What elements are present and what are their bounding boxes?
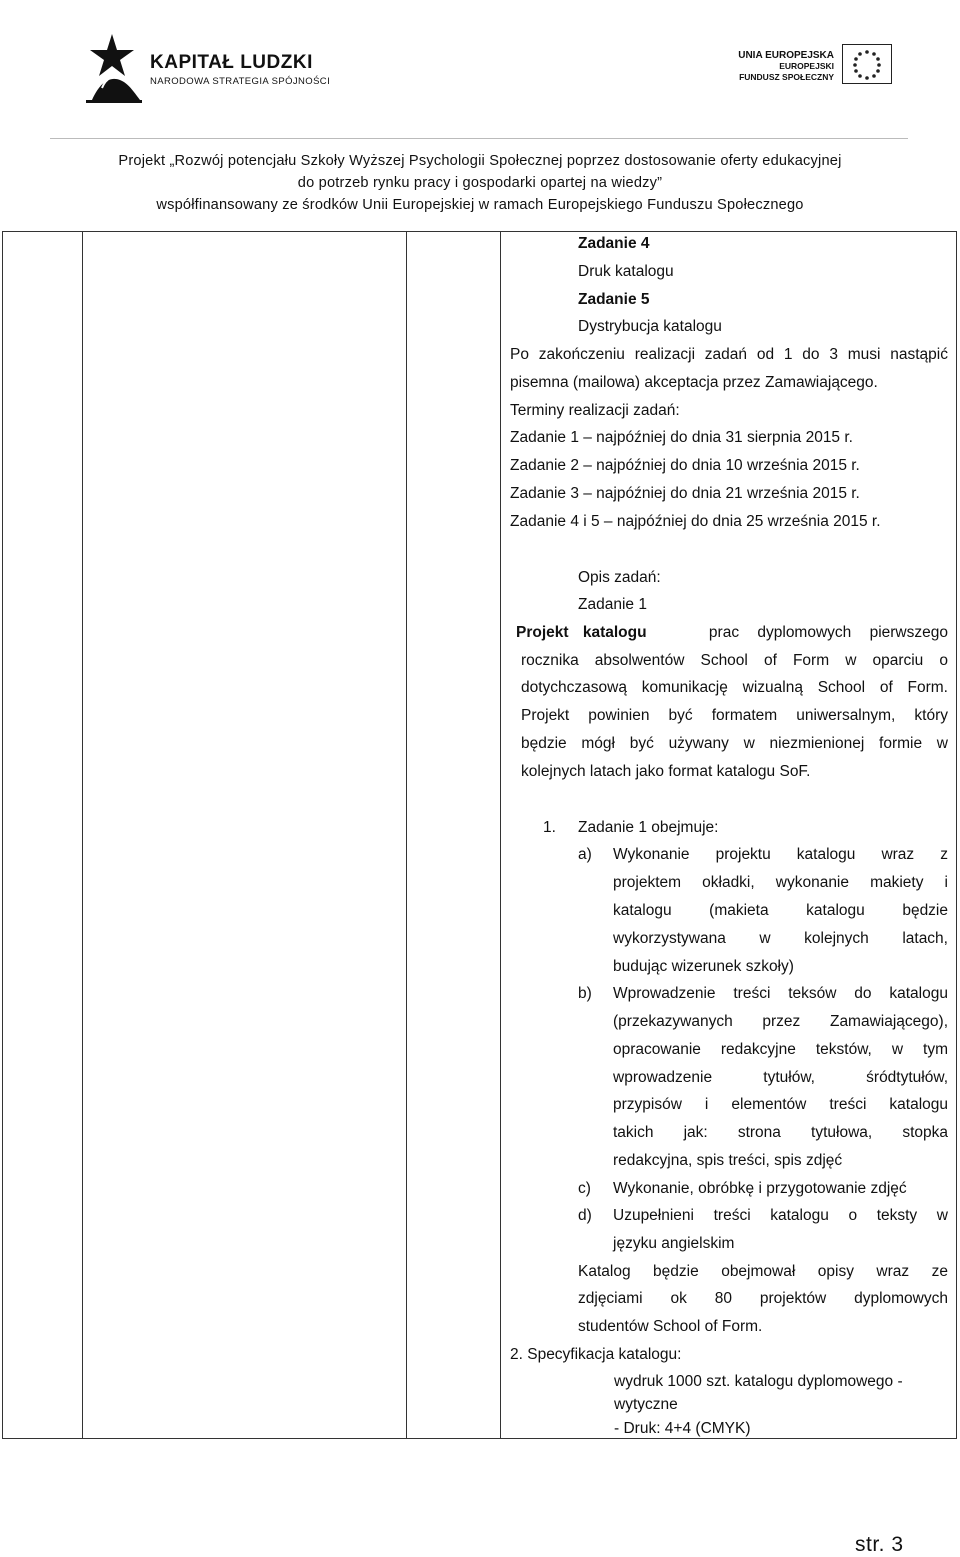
sub-b-line: przypisów i elementów treści katalogu bbox=[613, 1096, 948, 1113]
task1-heading: Zadanie 1 bbox=[578, 596, 647, 613]
catalog-para-line: zdjęciami ok 80 projektów dyplomowych bbox=[578, 1290, 948, 1307]
logo-title: KAPITAŁ LUDZKI bbox=[150, 52, 313, 73]
task1-intro-bold: Projekt katalogu bbox=[516, 624, 647, 641]
project-header bbox=[0, 150, 960, 216]
sub-b-line: (przekazywanych przez Zamawiającego), bbox=[613, 1013, 948, 1030]
sub-b-line: redakcyjna, spis treści, spis zdjęć bbox=[613, 1152, 843, 1169]
sub-letter: d) bbox=[578, 1207, 592, 1224]
spec-line: wytyczne bbox=[614, 1396, 678, 1413]
project-header-line: do potrzeb rynku pracy i gospodarki opartej na wiedzy” bbox=[297, 175, 663, 191]
sub-a-line: budując wizerunek szkoły) bbox=[613, 958, 794, 975]
page-number: str. 3 bbox=[855, 1533, 904, 1556]
eu-logo-line1: UNIA EUROPEJSKA bbox=[738, 50, 834, 61]
task1-para-line: kolejnych latach jako format katalogu SoF. bbox=[521, 763, 811, 780]
task1-intro-line bbox=[516, 623, 948, 643]
star-people-logo-icon bbox=[86, 30, 146, 106]
sub-letter: b) bbox=[578, 985, 592, 1002]
term-item: Zadanie 4 i 5 – najpóźniej do dnia 25 września 2015 r. bbox=[510, 513, 881, 530]
sub-d-line: Uzupełnieni treści katalogu o teksty w bbox=[613, 1207, 948, 1224]
sub-d-line: języku angielskim bbox=[613, 1235, 735, 1252]
description-heading: Opis zadań: bbox=[578, 569, 661, 586]
task1-para-line: dotychczasową komunikację wizualną School of Form. bbox=[521, 679, 948, 696]
task1-intro-rest: prac dyplomowych pierwszego bbox=[708, 624, 948, 641]
table-column-divider bbox=[500, 231, 501, 1439]
task4-desc: Druk katalogu bbox=[578, 263, 674, 280]
sub-a-line: projektem okładki, wykonanie makiety i bbox=[613, 874, 948, 891]
acceptance-line: Po zakończeniu realizacji zadań od 1 do 3 musi nastąpić bbox=[510, 346, 948, 363]
sub-b-line: opracowanie redakcyjne tekstów, w tym bbox=[613, 1041, 948, 1058]
catalog-para-line: Katalog będzie obejmował opisy wraz ze bbox=[578, 1263, 948, 1280]
task4-title: Zadanie 4 bbox=[578, 235, 650, 252]
kapital-ludzki-logo bbox=[86, 30, 331, 106]
sub-c-line: Wykonanie, obróbkę i przygotowanie zdjęć bbox=[613, 1180, 907, 1197]
list-number: 1. bbox=[543, 819, 556, 836]
task1-para-line: rocznika absolwentów School of Form w oparciu o bbox=[521, 652, 948, 669]
catalog-para-line: studentów School of Form. bbox=[578, 1318, 763, 1335]
terms-heading: Terminy realizacji zadań: bbox=[510, 402, 680, 419]
sub-a-line: wykorzystywana w kolejnych latach, bbox=[613, 930, 948, 947]
sub-letter: c) bbox=[578, 1180, 591, 1197]
sub-a-line: Wykonanie projektu katalogu wraz z bbox=[613, 846, 948, 863]
header-divider bbox=[50, 138, 908, 139]
eu-logo-line2: EUROPEJSKI bbox=[779, 61, 834, 71]
project-header-line: współfinansowany ze środków Unii Europejskiej w ramach Europejskiego Funduszu Społecznego bbox=[156, 197, 804, 213]
list-item-label: Zadanie 1 obejmuje: bbox=[578, 819, 719, 836]
content-table bbox=[2, 231, 957, 1439]
eu-logo-text bbox=[738, 50, 834, 83]
task1-para-line: Projekt powinien być formatem uniwersalnym, który bbox=[521, 707, 948, 724]
table-column-divider bbox=[82, 231, 83, 1439]
spec-heading: 2. Specyfikacja katalogu: bbox=[510, 1346, 682, 1363]
acceptance-line: pisemna (mailowa) akceptacja przez Zamawiającego. bbox=[510, 374, 878, 391]
sub-b-line: Wprowadzenie treści teksów do katalogu bbox=[613, 985, 948, 1002]
eu-flag-icon bbox=[842, 44, 892, 84]
sub-letter: a) bbox=[578, 846, 592, 863]
eu-logo-line3: FUNDUSZ SPOŁECZNY bbox=[739, 72, 834, 82]
task5-title: Zadanie 5 bbox=[578, 291, 650, 308]
term-item: Zadanie 1 – najpóźniej do dnia 31 sierpnia 2015 r. bbox=[510, 429, 853, 446]
term-item: Zadanie 2 – najpóźniej do dnia 10 września 2015 r. bbox=[510, 457, 860, 474]
eu-logo bbox=[722, 44, 892, 96]
spec-line: - Druk: 4+4 (CMYK) bbox=[614, 1420, 751, 1437]
table-column-divider bbox=[406, 231, 407, 1439]
term-item: Zadanie 3 – najpóźniej do dnia 21 września 2015 r. bbox=[510, 485, 860, 502]
logo-subtitle: NARODOWA STRATEGIA SPÓJNOŚCI bbox=[150, 76, 331, 87]
sub-b-line: wprowadzenie tytułów, śródtytułów, bbox=[613, 1069, 948, 1086]
task1-para-line: będzie mógł być używany w niezmienionej formie w bbox=[521, 735, 948, 752]
sub-b-line: takich jak: strona tytułowa, stopka bbox=[613, 1124, 948, 1141]
sub-a-line: katalogu (makieta katalogu będzie bbox=[613, 902, 948, 919]
spec-line: wydruk 1000 szt. katalogu dyplomowego - bbox=[614, 1373, 903, 1390]
project-header-line: Projekt „Rozwój potencjału Szkoły Wyższej Psychologii Społecznej poprzez dostosowanie oferty edukacyjnej bbox=[118, 153, 842, 169]
task5-desc: Dystrybucja katalogu bbox=[578, 318, 722, 335]
